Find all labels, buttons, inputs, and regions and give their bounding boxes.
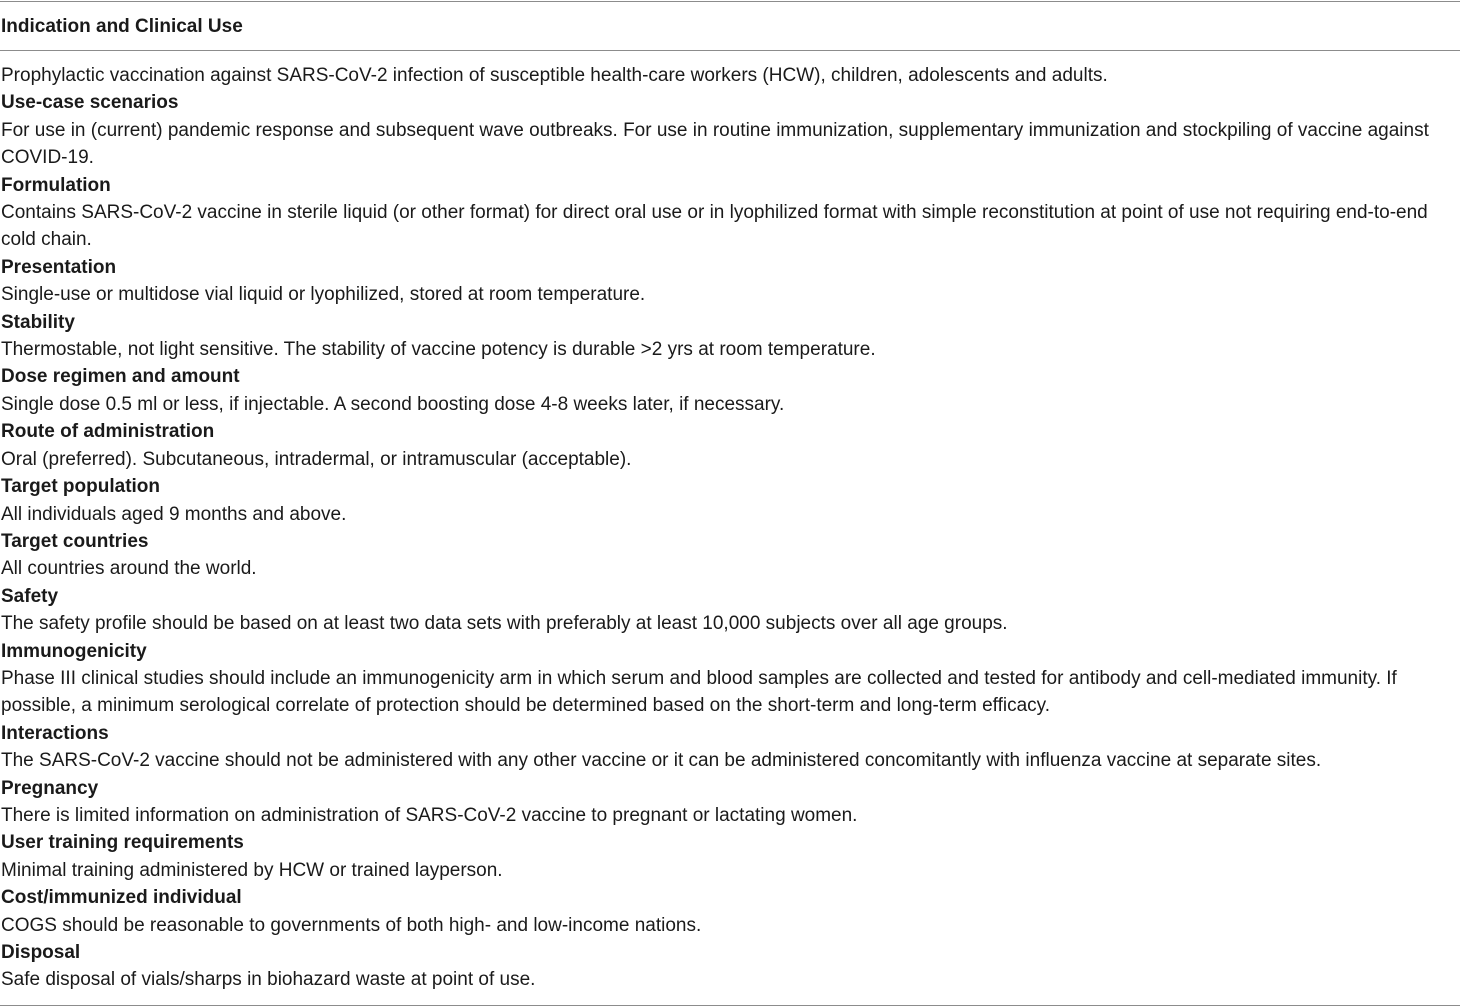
section-interactions bbox=[1, 720, 1457, 775]
section-title: Immunogenicity bbox=[1, 640, 147, 662]
section-target-countries bbox=[1, 528, 1457, 583]
section-title: Disposal bbox=[1, 942, 81, 963]
section-text: Contains SARS-CoV-2 vaccine in sterile liquid (or other format) for direct oral use or in lyophilized format with simple reconstitution at point of use not requiring end-to-end cold chain. bbox=[1, 202, 1428, 251]
section-immunogenicity bbox=[1, 638, 1457, 720]
section-use-case bbox=[1, 89, 1457, 171]
section-title: Pregnancy bbox=[1, 777, 99, 799]
section-text: The SARS-CoV-2 vaccine should not be administered with any other vaccine or it can be administered concomitantly with influenza vaccine at separate sites. bbox=[1, 750, 1322, 772]
section-route bbox=[1, 418, 1457, 473]
section-pregnancy bbox=[1, 775, 1457, 830]
section-user-training bbox=[1, 829, 1457, 884]
section-title: Interactions bbox=[1, 722, 109, 744]
section-title: Use-case scenarios bbox=[1, 92, 179, 114]
section-dose-regimen bbox=[1, 363, 1457, 418]
section-text: Phase III clinical studies should include an immunogenicity arm in which serum and blood samples are collected and tested for antibody and cell-mediated immunity. If possible, a minimum serological correlate of protection should be determined based on the short-term and long-term efficacy. bbox=[1, 667, 1397, 717]
section-text: For use in (current) pandemic response and subsequent wave outbreaks. For use in routine immunization, supplementary immunization and stockpiling of vaccine against COVID-19. bbox=[1, 119, 1429, 169]
section-title: User training requirements bbox=[1, 832, 244, 854]
section-text: Thermostable, not light sensitive. The stability of vaccine potency is durable >2 yrs at room temperature. bbox=[1, 339, 876, 361]
table-bottom-rule bbox=[0, 1005, 1460, 1006]
table-header: Indication and Clinical Use bbox=[1, 16, 243, 37]
section-title: Cost/immunized individual bbox=[1, 887, 242, 909]
section-safety bbox=[1, 583, 1457, 638]
section-title: Target countries bbox=[1, 530, 149, 552]
section-text: Oral (preferred). Subcutaneous, intradermal, or intramuscular (acceptable). bbox=[1, 448, 632, 470]
intro-text: Prophylactic vaccination against SARS-CoV-2 infection of susceptible health-care workers (HCW), children, adolescents and adults. bbox=[1, 65, 1108, 86]
section-title: Formulation bbox=[1, 174, 111, 196]
section-title: Stability bbox=[1, 311, 75, 333]
section-title: Target population bbox=[1, 476, 161, 498]
section-presentation bbox=[1, 254, 1457, 309]
section-title: Safety bbox=[1, 585, 59, 607]
section-text: There is limited information on administration of SARS-CoV-2 vaccine to pregnant or lactating women. bbox=[1, 804, 858, 826]
section-text: Safe disposal of vials/sharps in biohazard waste at point of use. bbox=[1, 969, 536, 991]
section-stability bbox=[1, 309, 1457, 364]
section-text: Single dose 0.5 ml or less, if injectable. A second boosting dose 4-8 weeks later, if necessary. bbox=[1, 393, 785, 415]
section-disposal bbox=[1, 939, 1457, 994]
section-text: All countries around the world. bbox=[1, 558, 257, 580]
section-text: Minimal training administered by HCW or trained layperson. bbox=[1, 859, 503, 881]
table-body bbox=[1, 62, 1457, 994]
section-formulation bbox=[1, 172, 1457, 254]
section-text: All individuals aged 9 months and above. bbox=[1, 503, 347, 525]
section-title: Route of administration bbox=[1, 421, 215, 443]
table-top-rule bbox=[0, 1, 1460, 2]
section-text: The safety profile should be based on at least two data sets with preferably at least 10,000 subjects over all age groups. bbox=[1, 613, 1008, 635]
section-cost bbox=[1, 884, 1457, 939]
table-header-rule bbox=[0, 50, 1460, 51]
section-text: COGS should be reasonable to governments of both high- and low-income nations. bbox=[1, 914, 702, 936]
section-title: Dose regimen and amount bbox=[1, 366, 240, 388]
section-target-population bbox=[1, 473, 1457, 528]
section-title: Presentation bbox=[1, 256, 117, 278]
section-text: Single-use or multidose vial liquid or lyophilized, stored at room temperature. bbox=[1, 284, 646, 306]
